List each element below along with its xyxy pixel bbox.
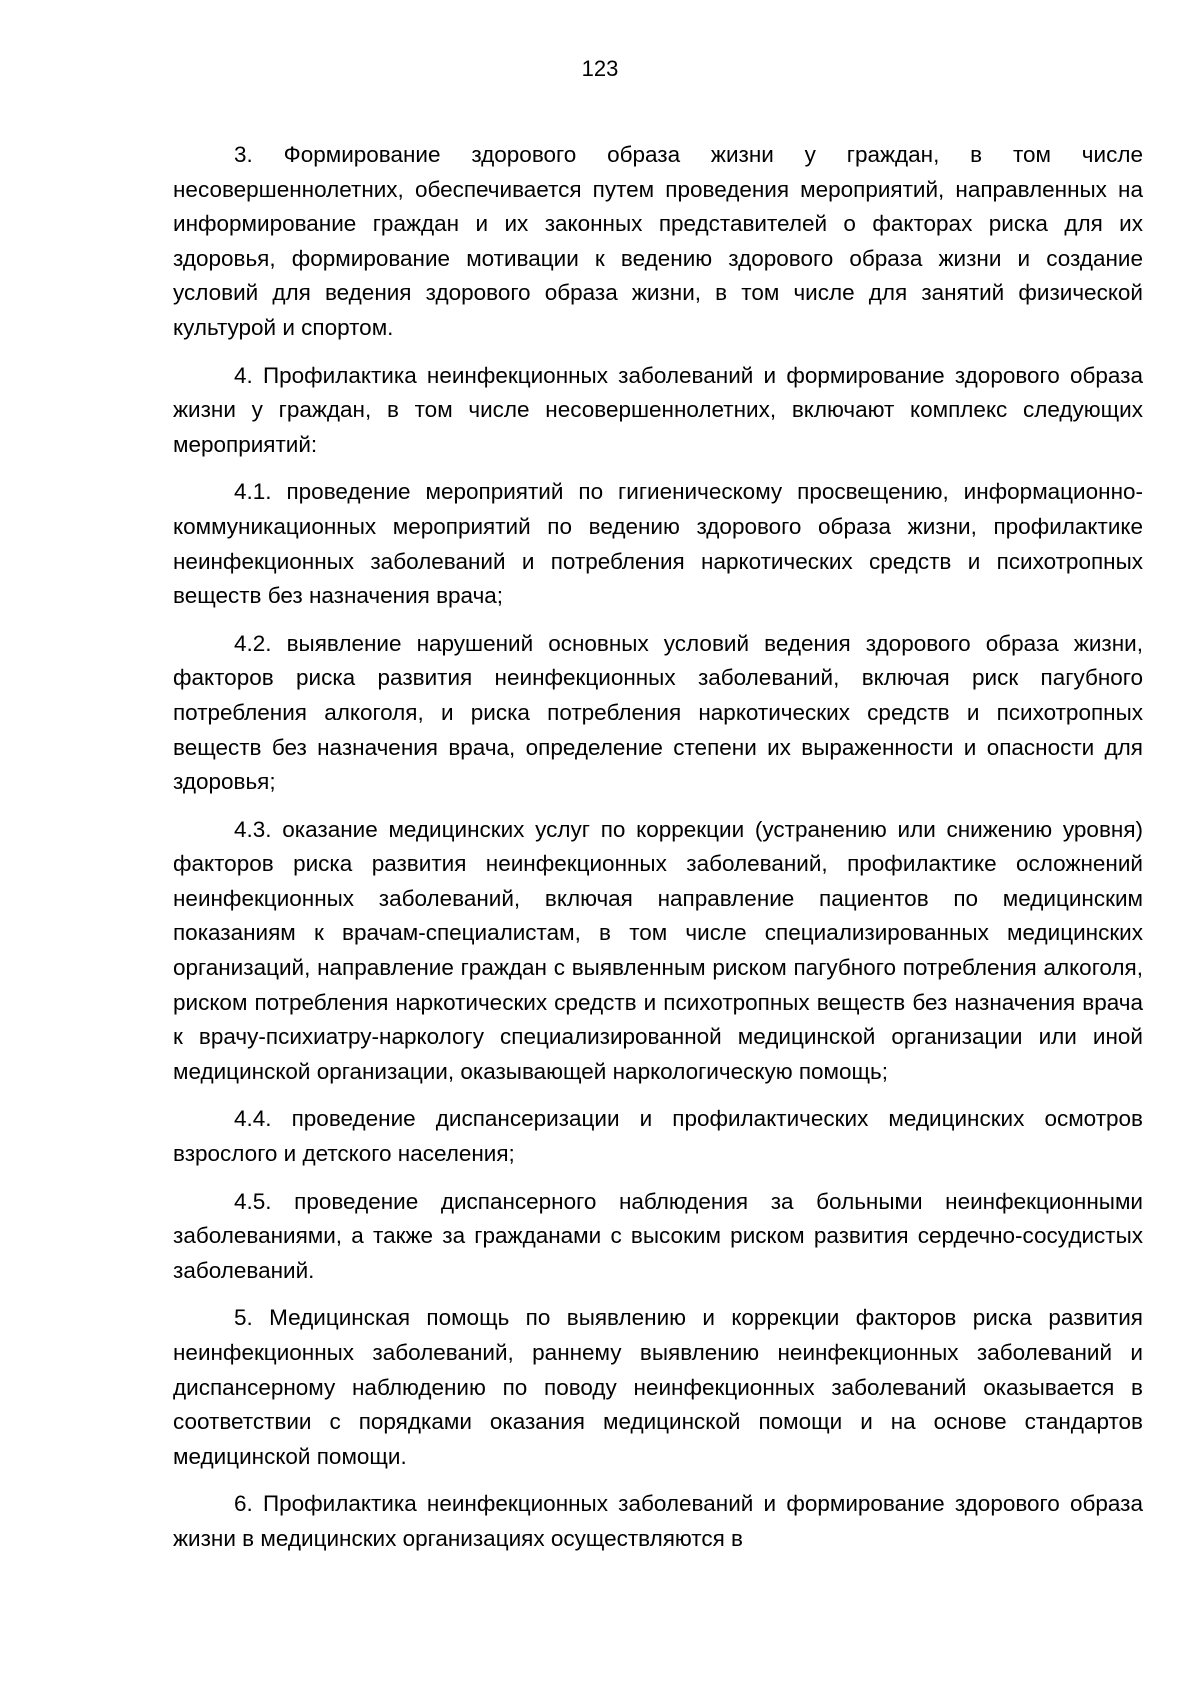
paragraph-4-2: 4.2. выявление нарушений основных условий ведения здорового образа жизни, факторов риска развития неинфекционных заболеваний, включая риск пагубного потребления алкоголя, и риска потребления наркотических средств и психотропных веществ без назначения врача, определение степени их выраженности и опасности для здоровья; [173,630,1143,795]
page-number: 123 [581,56,619,81]
paragraph-4-3: 4.3. оказание медицинских услуг по коррекции (устранению или снижению уровня) факторов риска развития неинфекционных заболеваний, профилактике осложнений неинфекционных заболеваний, включая направление пациентов по медицинским показаниям к врачам-специалистам, в том числе специализированных медицинских организаций, направление граждан с выявленным риском пагубного потребления алкоголя, риском потребления наркотических средств и психотропных веществ без назначения врача к врачу-психиатру-наркологу специализированной медицинской организации или иной медицинской организации, оказывающей наркологическую помощь; [173,816,1143,1084]
paragraph-4-1: 4.1. проведение мероприятий по гигиеническому просвещению, информационно-коммуникационных мероприятий по ведению здорового образа жизни, профилактике неинфекционных заболеваний и потребления наркотических средств и психотропных веществ без назначения врача; [173,479,1143,609]
paragraph-4: 4. Профилактика неинфекционных заболеваний и формирование здорового образа жизни у граждан, в том числе несовершеннолетних, включают комплекс следующих мероприятий: [173,362,1143,457]
paragraph-6: 6. Профилактика неинфекционных заболеваний и формирование здорового образа жизни в медицинских организациях осуществляются в [173,1491,1143,1551]
paragraph-5: 5. Медицинская помощь по выявлению и коррекции факторов риска развития неинфекционных заболеваний, раннему выявлению неинфекционных заболеваний и диспансерному наблюдению по поводу неинфекционных заболеваний оказывается в соответствии с порядками оказания медицинской помощи и на основе стандартов медицинской помощи. [173,1305,1143,1469]
paragraph-4-5: 4.5. проведение диспансерного наблюдения за больными неинфекционными заболеваниями, а также за гражданами с высоким риском развития сердечно-сосудистых заболеваний. [173,1188,1143,1283]
document-body [173,138,1143,1570]
paragraph-3: 3. Формирование здорового образа жизни у граждан, в том числе несовершеннолетних, обеспечивается путем проведения мероприятий, направленных на информирование граждан и их законных представителей о факторах риска для их здоровья, формирование мотивации к ведению здорового образа жизни и создание условий для ведения здорового образа жизни, в том числе для занятий физической культурой и спортом. [173,142,1143,340]
paragraph-4-4: 4.4. проведение диспансеризации и профилактических медицинских осмотров взрослого и детского населения; [173,1106,1143,1167]
